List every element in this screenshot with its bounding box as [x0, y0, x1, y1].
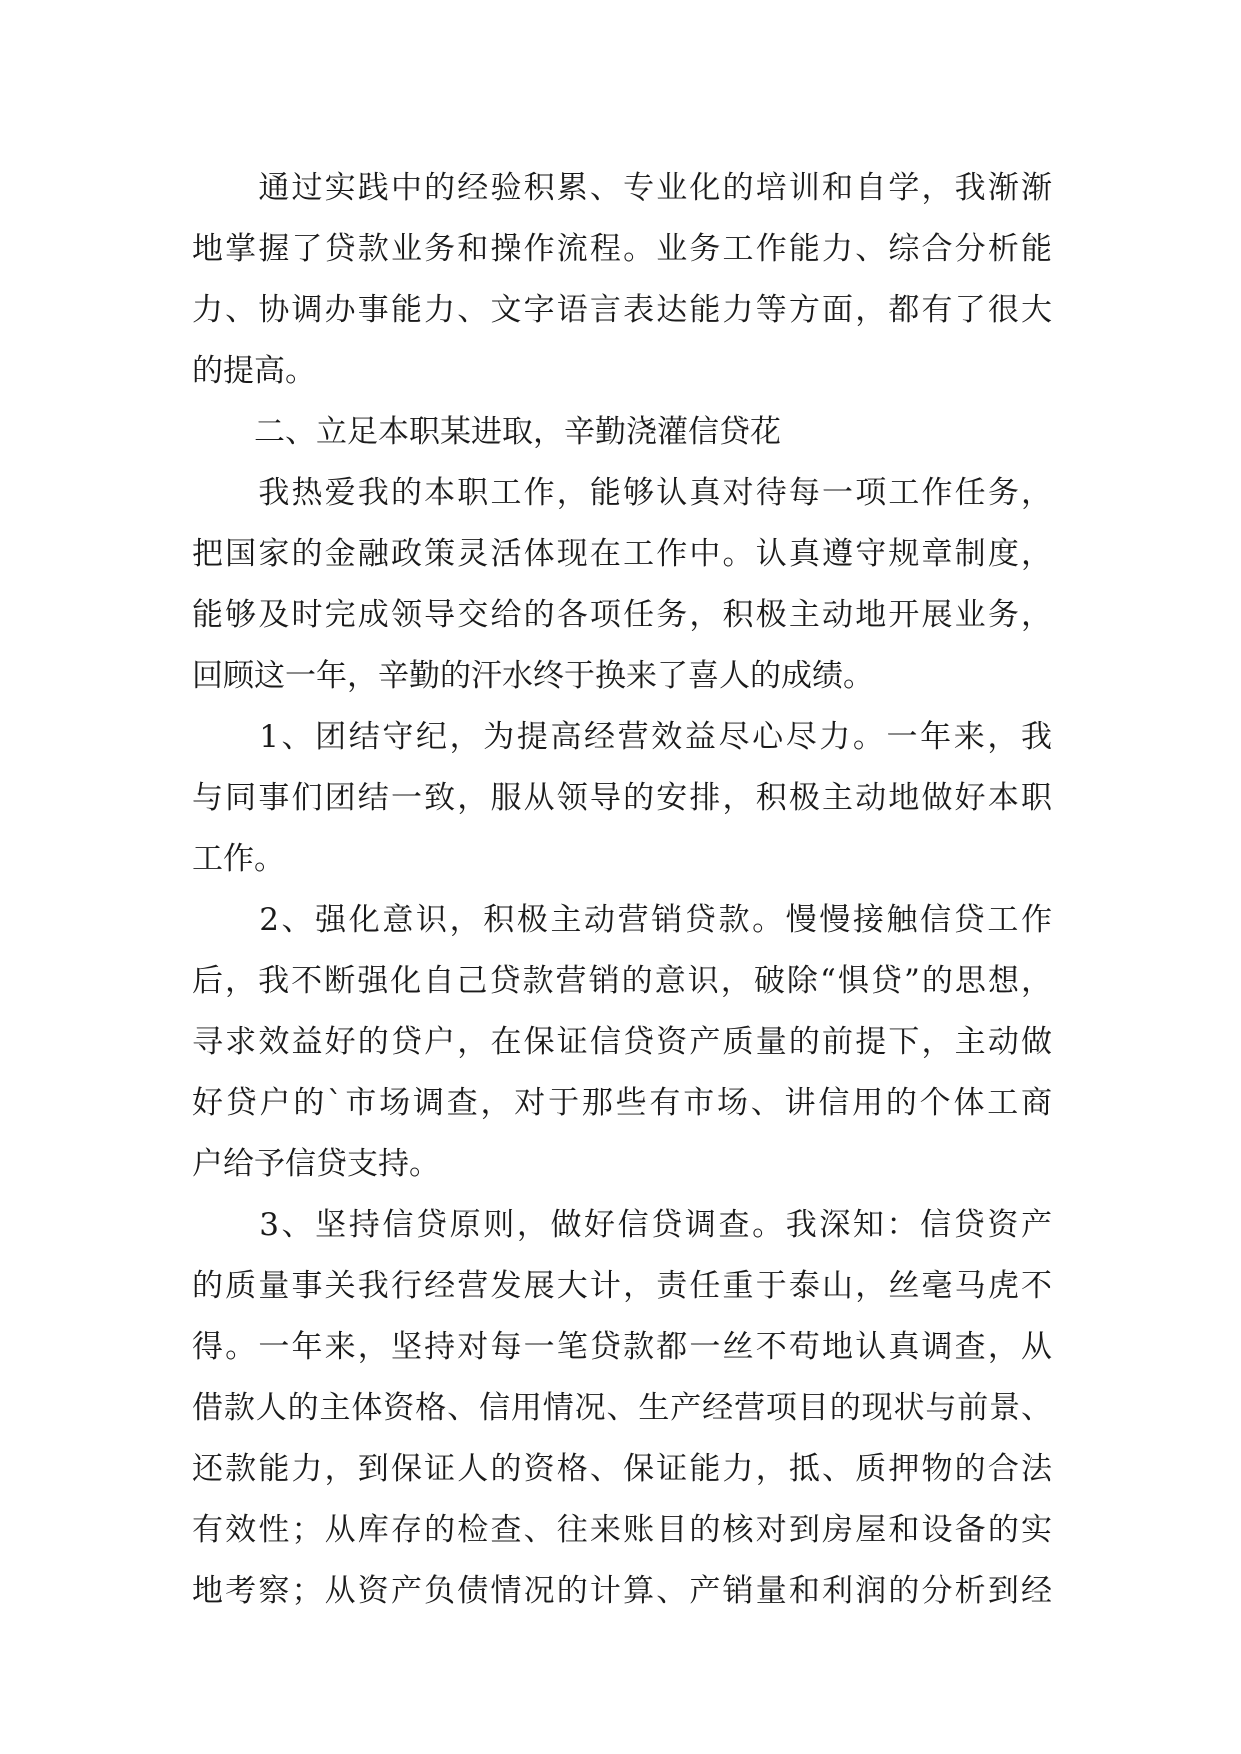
text-line: 后，我不断强化自己贷款营销的意识，破除“惧贷”的思想，	[192, 963, 1052, 999]
text-line: 借款人的主体资格、信用情况、生产经营项目的现状与前景、	[192, 1390, 1052, 1426]
text-line: 地掌握了贷款业务和操作流程。业务工作能力、综合分析能	[192, 231, 1052, 267]
text-line: 1、团结守纪，为提高经营效益尽心尽力。一年来，我	[192, 719, 1052, 755]
section-heading	[192, 402, 1052, 463]
text-line: 寻求效益好的贷户，在保证信贷资产质量的前提下，主动做	[192, 1024, 1052, 1060]
text-line: 的质量事关我行经营发展大计，责任重于泰山，丝毫马虎不	[192, 1268, 1052, 1304]
text-line: 得。一年来，坚持对每一笔贷款都一丝不苟地认真调查，从	[192, 1329, 1052, 1365]
text-line: 好贷户的`市场调查，对于那些有市场、讲信用的个体工商	[192, 1085, 1052, 1121]
text-line: 二、立足本职某进取，辛勤浇灌信贷花	[192, 414, 781, 450]
text-line: 把国家的金融政策灵活体现在工作中。认真遵守规章制度，	[192, 536, 1052, 572]
text-line: 的提高。	[192, 353, 316, 389]
paragraph-2	[192, 463, 1052, 707]
text-line: 2、强化意识，积极主动营销贷款。慢慢接触信贷工作	[192, 902, 1052, 938]
text-line: 力、协调办事能力、文字语言表达能力等方面，都有了很大	[192, 292, 1052, 328]
document-body	[192, 158, 1052, 1622]
paragraph-1	[192, 158, 1052, 402]
text-line: 地考察；从资产负债情况的计算、产销量和利润的分析到经	[192, 1573, 1052, 1609]
text-line: 通过实践中的经验积累、专业化的培训和自学，我渐渐	[192, 170, 1052, 206]
text-line: 能够及时完成领导交给的各项任务，积极主动地开展业务，	[192, 597, 1052, 633]
paragraph-4	[192, 890, 1052, 1195]
text-line: 还款能力，到保证人的资格、保证能力，抵、质押物的合法	[192, 1451, 1052, 1487]
text-line: 户给予信贷支持。	[192, 1146, 440, 1182]
paragraph-5	[192, 1195, 1052, 1622]
text-line: 有效性；从库存的检查、往来账目的核对到房屋和设备的实	[192, 1512, 1052, 1548]
paragraph-3	[192, 707, 1052, 890]
text-line: 我热爱我的本职工作，能够认真对待每一项工作任务，	[192, 475, 1052, 511]
text-line: 3、坚持信贷原则，做好信贷调查。我深知：信贷资产	[192, 1207, 1052, 1243]
text-line: 工作。	[192, 841, 285, 877]
text-line: 回顾这一年，辛勤的汗水终于换来了喜人的成绩。	[192, 658, 874, 694]
text-line: 与同事们团结一致，服从领导的安排，积极主动地做好本职	[192, 780, 1052, 816]
